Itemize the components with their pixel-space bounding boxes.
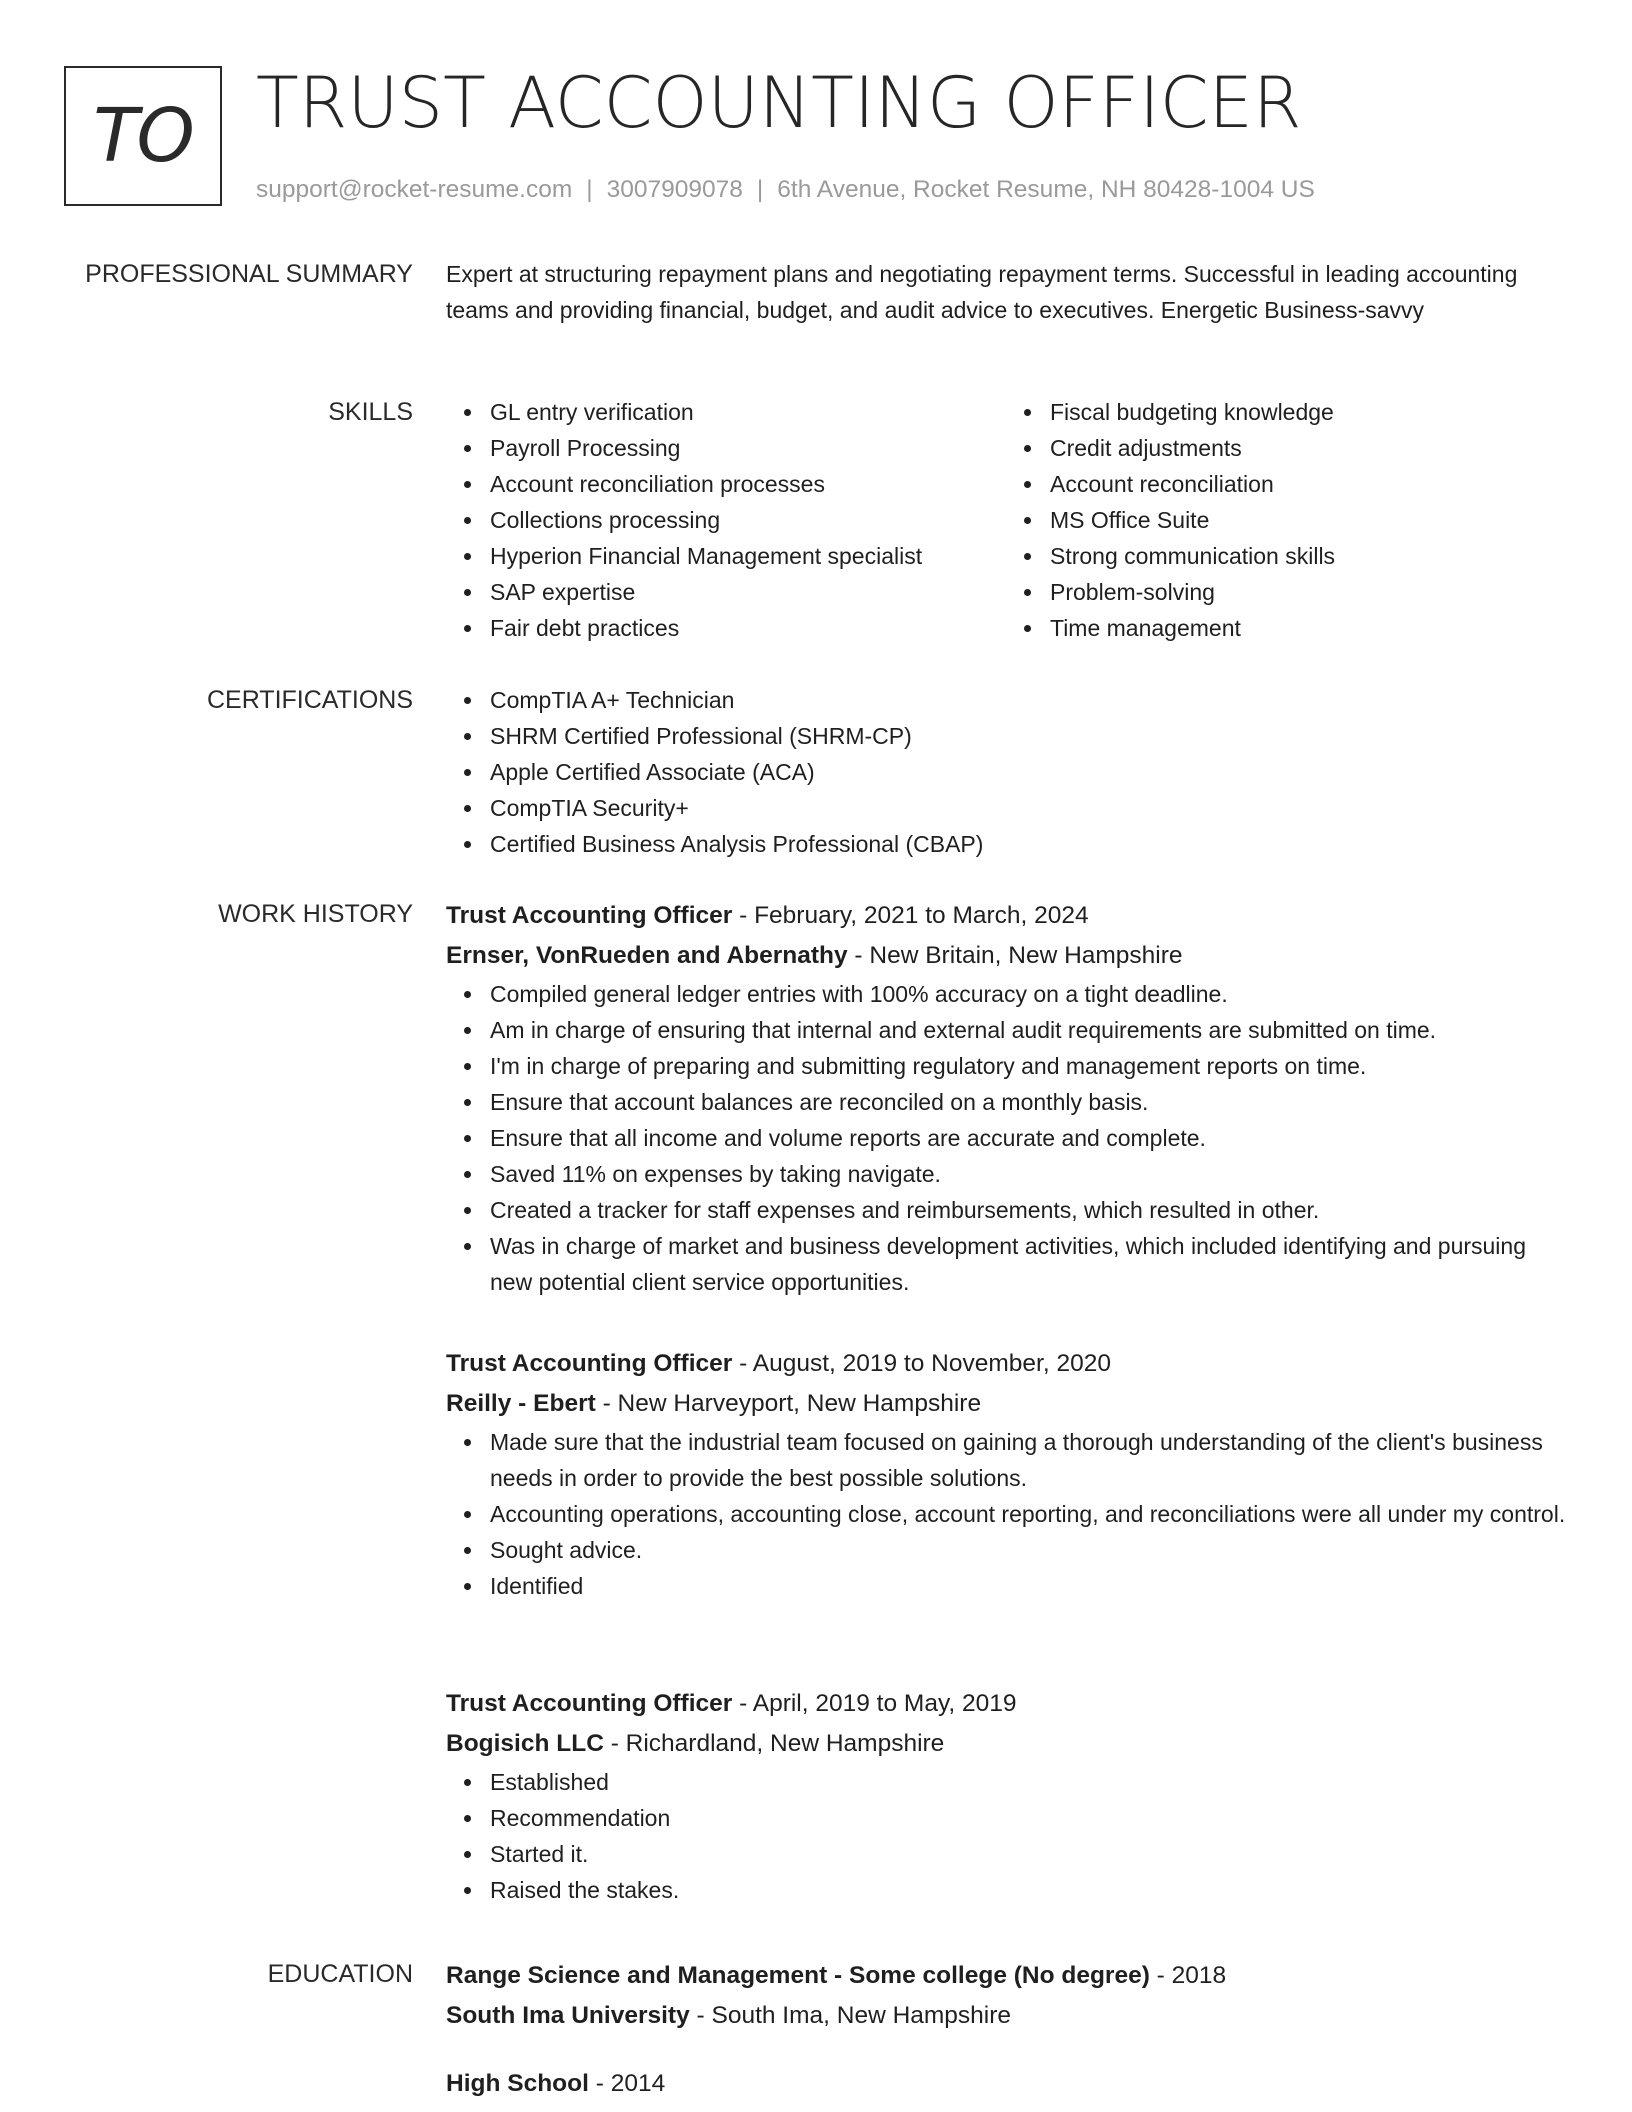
list-item: Ensure that account balances are reconciled on a monthly basis. [490,1084,1570,1120]
list-item: Compiled general ledger entries with 100% accuracy on a tight deadline. [490,976,1570,1012]
job-title-line [446,1684,1570,1724]
list-item: Sought advice. [490,1532,1570,1568]
list-item: CompTIA Security+ [490,790,1566,826]
job-dates: - August, 2019 to November, 2020 [732,1350,1111,1377]
resume-title: TRUST ACCOUNTING OFFICER [256,62,1302,144]
list-item: Identified [490,1568,1570,1604]
list-item: Problem-solving [1050,574,1566,610]
job-company: Reilly - Ebert [446,1390,596,1417]
education-degree-line [446,1956,1566,1996]
list-item: Started it. [490,1836,1570,1872]
skills-column-1 [446,394,1006,646]
contact-phone[interactable]: 3007909078 [606,176,743,203]
contact-email[interactable]: support@rocket-resume.com [256,176,573,203]
education-entry [446,1956,1566,2036]
list-item: Account reconciliation [1050,466,1566,502]
education-degree-line [446,2064,1566,2104]
list-item: Hyperion Financial Management specialist [490,538,1006,574]
job-title: Trust Accounting Officer [446,902,733,929]
summary-text: Expert at structuring repayment plans and negotiating repayment terms. Successful in leading accounting teams and providing financial, budget, and audit advice to executives. Energetic Business-savvy [446,261,1518,323]
job-company-line [446,1724,1570,1764]
skills-body [446,394,1566,646]
list-item: Fair debt practices [490,610,1006,646]
section-label-summary: PROFESSIONAL SUMMARY [85,260,413,288]
job-location: - Richardland, New Hampshire [603,1730,945,1757]
list-item: Made sure that the industrial team focused on gaining a thorough understanding of the client's business needs in order to provide the best possible solutions. [490,1424,1570,1496]
job-company: Ernser, VonRueden and Abernathy [446,942,848,969]
list-item: CompTIA A+ Technician [490,682,1566,718]
education-entry [446,2064,1566,2104]
education-body [446,1956,1566,2104]
certifications-body [446,682,1566,862]
section-label-education: EDUCATION [267,1960,413,1988]
job-title-line [446,896,1566,936]
job-entry [446,1684,1570,1908]
list-item: Fiscal budgeting knowledge [1050,394,1566,430]
job-company-line [446,936,1566,976]
section-label-work: WORK HISTORY [218,900,413,928]
list-item: GL entry verification [490,394,1006,430]
contact-address: 6th Avenue, Rocket Resume, NH 80428-1004 US [777,176,1315,203]
contact-line [256,176,1315,204]
list-item: Was in charge of market and business development activities, which included identifying and pursuing new potential client service opportunities. [490,1228,1570,1300]
list-item: Credit adjustments [1050,430,1566,466]
job-entry [446,1344,1570,1604]
list-item: I'm in charge of preparing and submitting regulatory and management reports on time. [490,1048,1570,1084]
list-item: Time management [1050,610,1566,646]
job-location: - New Harveyport, New Hampshire [595,1390,982,1417]
work-history-body [446,896,1566,1903]
section-label-skills: SKILLS [328,398,413,426]
education-location: - South Ima, New Hampshire [689,2002,1012,2029]
job-entry [446,896,1566,1300]
list-item: Raised the stakes. [490,1872,1570,1908]
list-item: SAP expertise [490,574,1006,610]
list-item: Strong communication skills [1050,538,1566,574]
list-item: Certified Business Analysis Professional (CBAP) [490,826,1566,862]
job-dates: - February, 2021 to March, 2024 [732,902,1089,929]
list-item: Recommendation [490,1800,1570,1836]
contact-separator: | [756,176,764,203]
job-title: Trust Accounting Officer [446,1690,733,1717]
education-degree: Range Science and Management - Some college (No degree) [446,1962,1150,1989]
list-item: Account reconciliation processes [490,466,1006,502]
list-item: Collections processing [490,502,1006,538]
list-item: Ensure that all income and volume reports are accurate and complete. [490,1120,1570,1156]
job-company: Bogisich LLC [446,1730,604,1757]
list-item: SHRM Certified Professional (SHRM-CP) [490,718,1566,754]
education-degree: High School [446,2070,589,2097]
education-school-line [446,1996,1566,2036]
job-title-line [446,1344,1570,1384]
job-dates: - April, 2019 to May, 2019 [732,1690,1017,1717]
education-year: - 2018 [1149,1962,1227,1989]
job-title: Trust Accounting Officer [446,1350,733,1377]
section-label-certifications: CERTIFICATIONS [206,686,413,714]
list-item: Accounting operations, accounting close, account reporting, and reconciliations were all under my control. [490,1496,1570,1532]
skills-column-2 [1006,394,1566,646]
education-school: South Ima University [446,2002,690,2029]
job-company-line [446,1384,1570,1424]
contact-separator: | [586,176,593,203]
job-location: - New Britain, New Hampshire [847,942,1183,969]
list-item: Am in charge of ensuring that internal and external audit requirements are submitted on time. [490,1012,1570,1048]
monogram-text: TO [93,93,193,179]
list-item: Established [490,1764,1570,1800]
education-year: - 2014 [588,2070,666,2097]
list-item: MS Office Suite [1050,502,1566,538]
list-item: Created a tracker for staff expenses and reimbursements, which resulted in other. [490,1192,1570,1228]
list-item: Payroll Processing [490,430,1006,466]
list-item: Apple Certified Associate (ACA) [490,754,1566,790]
list-item: Saved 11% on expenses by taking navigate. [490,1156,1570,1192]
monogram-badge [64,66,222,206]
